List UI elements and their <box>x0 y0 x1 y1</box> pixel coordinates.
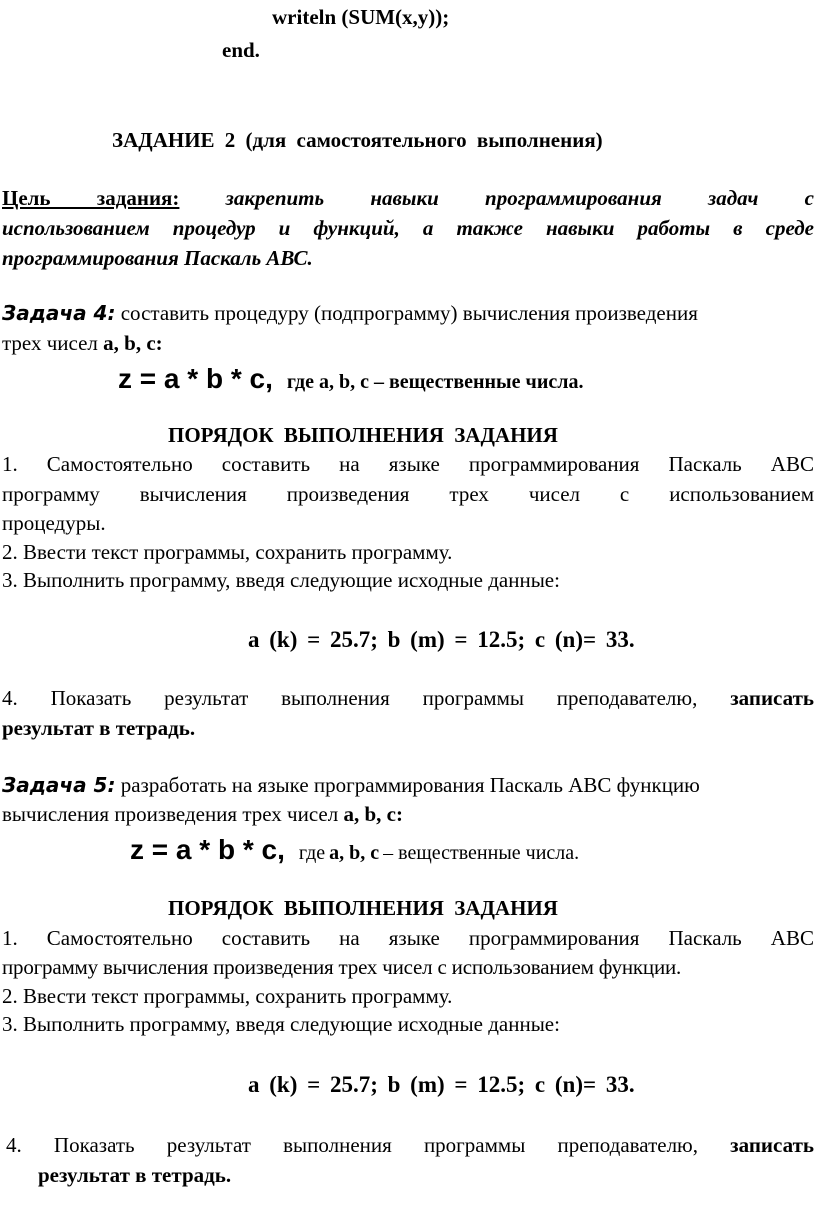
task4-step1-line2: программу вычисления произведения трех чисел с использованием <box>2 482 814 506</box>
task4-formula-line <box>118 365 583 393</box>
task5-step1-line2: программу вычисления произведения трех чисел с использованием функции. <box>2 955 682 979</box>
task5-step4-line2: результат в тетрадь. <box>38 1163 232 1187</box>
task5-where-rest: – вещественные числа. <box>383 842 580 864</box>
task5-vars: a, b, c: <box>343 802 403 826</box>
task4-label: Задача 4: <box>2 301 116 325</box>
task5-step2: 2. Ввести текст программы, сохранить программу. <box>2 984 453 1008</box>
task5-step4-bold: записать <box>730 1133 814 1157</box>
task4-order-title: ПОРЯДОК ВЫПОЛНЕНИЯ ЗАДАНИЯ <box>168 423 558 447</box>
task4-step3: 3. Выполнить программу, введя следующие исходные данные: <box>2 568 560 592</box>
task4-line-2 <box>2 333 163 354</box>
task4-text-2: трех чисел <box>2 331 98 355</box>
task4-step4-bold: записать <box>730 686 815 710</box>
task4-vars: a, b, c: <box>103 331 163 355</box>
task5-text-2: вычисления произведения трех чисел <box>2 802 339 826</box>
task4-formula: z = a * b * c, <box>118 363 273 394</box>
task5-where-vars: a, b, c <box>329 842 380 864</box>
task5-line-2 <box>2 804 403 825</box>
task4-step4-line2: результат в тетрадь. <box>2 716 196 740</box>
task5-label: Задача 5: <box>2 773 116 797</box>
task5-step4-line1 <box>6 1135 814 1156</box>
task4-line-1 <box>2 303 814 324</box>
goal-line-3: программирования Паскаль АВС. <box>2 246 313 270</box>
task4-step4-line1 <box>2 688 814 709</box>
task5-line-1 <box>2 775 814 796</box>
task4-formula-where: где a, b, c – вещественные числа. <box>286 371 584 393</box>
task5-where-word: где <box>298 842 326 864</box>
task4-step1-line1: 1. Самостоятельно составить на языке программирования Паскаль АВС <box>2 452 814 476</box>
task5-data-line: a (k) = 25.7; b (m) = 12.5; c (n)= 33. <box>248 1072 635 1097</box>
code-line-end: end. <box>222 38 260 62</box>
task4-step1-line3: процедуры. <box>2 511 106 535</box>
goal-text-1: закрепить навыки программирования задач с <box>225 186 814 210</box>
task5-step1-line1: 1. Самостоятельно составить на языке программирования Паскаль АВС <box>2 926 814 950</box>
task4-step4-text: 4. Показать результат выполнения программы преподавателю, <box>2 686 698 710</box>
task4-step2: 2. Ввести текст программы, сохранить программу. <box>2 540 453 564</box>
task5-step4-text: 4. Показать результат выполнения программы преподавателю, <box>6 1133 698 1157</box>
goal-label: Цель задания: <box>2 186 180 210</box>
goal-line-2: использованием процедур и функций, а также навыки работы в среде <box>2 216 814 240</box>
goal-line-1 <box>2 188 814 209</box>
task4-text-1: составить процедуру (подпрограмму) вычисления произведения <box>120 301 698 325</box>
task5-formula-line <box>130 836 579 864</box>
section-title: ЗАДАНИЕ 2 (для самостоятельного выполнения) <box>112 128 603 152</box>
task5-formula: z = a * b * c, <box>130 834 285 865</box>
task5-step3: 3. Выполнить программу, введя следующие исходные данные: <box>2 1012 560 1036</box>
task5-order-title: ПОРЯДОК ВЫПОЛНЕНИЯ ЗАДАНИЯ <box>168 896 558 920</box>
task4-data-line: a (k) = 25.7; b (m) = 12.5; c (n)= 33. <box>248 627 635 652</box>
task5-text-1: разработать на языке программирования Паскаль АВС функцию <box>120 773 700 797</box>
code-line-writeln: writeln (SUM(x,y)); <box>272 5 450 29</box>
